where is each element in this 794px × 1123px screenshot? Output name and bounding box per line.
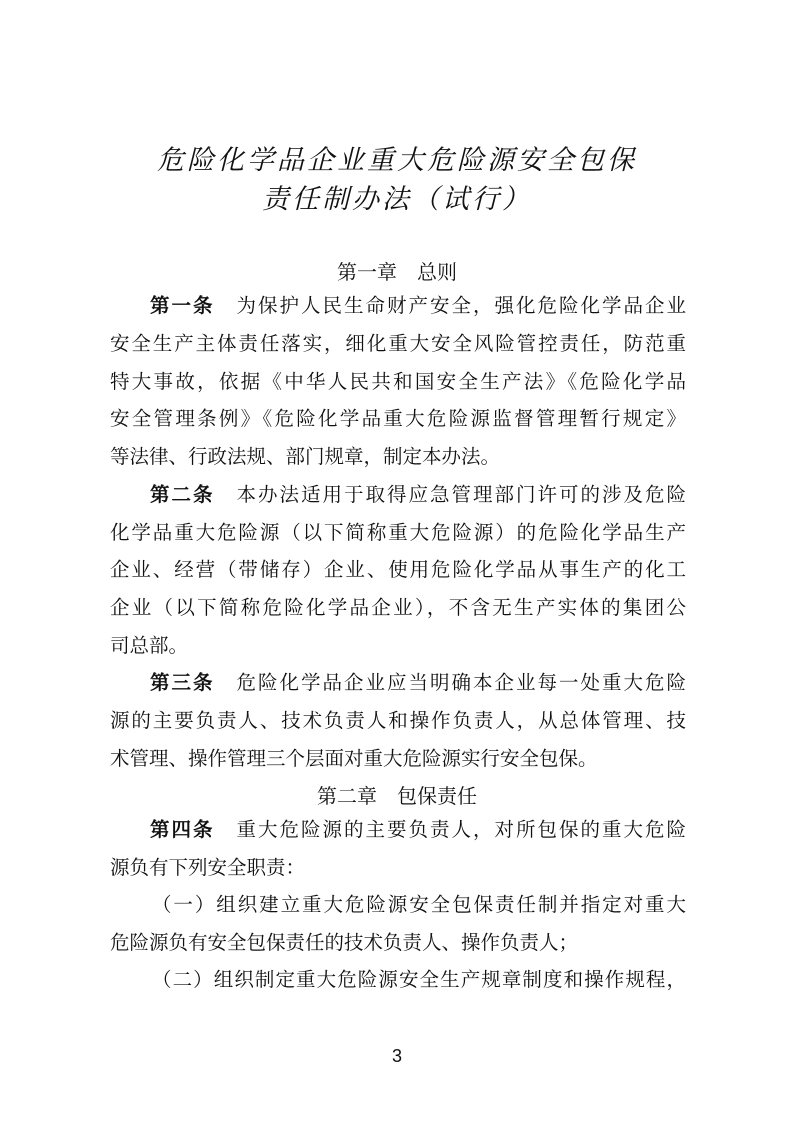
article-4-label: 第四条 bbox=[150, 818, 215, 841]
article-3-text: 危险化学品企业应当明确本企业每一处重大危险 bbox=[236, 671, 686, 694]
article-2-label: 第二条 bbox=[150, 483, 215, 506]
document-title-line-1: 危险化学品企业重大危险源安全包保 bbox=[157, 145, 637, 176]
article-1-line-2: 安全生产主体责任落实，细化重大安全风险管控责任，防范重 bbox=[110, 332, 686, 355]
article-1-line-1 bbox=[150, 293, 686, 319]
article-4-line-1 bbox=[150, 817, 686, 843]
article-2-line-5: 司总部。 bbox=[110, 634, 189, 657]
article-1-line-4: 安全管理条例》《危险化学品重大危险源监督管理暂行规定》 bbox=[110, 407, 686, 430]
chapter-2-number: 第二章 bbox=[317, 784, 377, 808]
article-4-item-1-line-1: （一）组织建立重大危险源安全包保责任制并指定对重大 bbox=[152, 893, 686, 916]
chapter-1-heading bbox=[0, 256, 794, 285]
article-1-label: 第一条 bbox=[150, 294, 215, 317]
article-4-item-2-line-1: （二）组织制定重大危险源安全生产规章制度和操作规程， bbox=[152, 968, 686, 991]
article-4-text: 重大危险源的主要负责人，对所包保的重大危险 bbox=[236, 818, 686, 841]
article-1-line-5: 等法律、行政法规、部门规章，制定本办法。 bbox=[110, 445, 501, 468]
chapter-1-name: 总则 bbox=[417, 260, 457, 284]
article-1-text: 为保护人民生命财产安全，强化危险化学品企业 bbox=[236, 294, 686, 317]
chapter-2-heading bbox=[0, 780, 794, 809]
article-4-line-2: 源负有下列安全职责： bbox=[110, 856, 306, 879]
chapter-2-name: 包保责任 bbox=[397, 784, 477, 808]
document-title-line-2: 责任制办法（试行） bbox=[262, 184, 532, 215]
article-2-line-4: 企业（以下简称危险化学品企业），不含无生产实体的集团公 bbox=[110, 596, 686, 619]
article-3-line-2: 源的主要负责人、技术负责人和操作负责人，从总体管理、技 bbox=[110, 709, 686, 732]
article-2-line-1 bbox=[150, 482, 686, 508]
article-3-line-1 bbox=[150, 670, 686, 696]
article-3-line-3: 术管理、操作管理三个层面对重大危险源实行安全包保。 bbox=[110, 747, 598, 770]
page-number: 3 bbox=[391, 1046, 402, 1066]
article-2-line-2: 化学品重大危险源（以下简称重大危险源）的危险化学品生产 bbox=[110, 521, 686, 544]
article-1-line-3: 特大事故，依据《中华人民共和国安全生产法》《危险化学品 bbox=[110, 370, 686, 393]
article-3-label: 第三条 bbox=[150, 671, 215, 694]
article-4-item-1-line-2: 危险源负有安全包保责任的技术负责人、操作负责人； bbox=[110, 931, 579, 954]
article-2-text: 本办法适用于取得应急管理部门许可的涉及危险 bbox=[236, 483, 686, 506]
article-2-line-3: 企业、经营（带储存）企业、使用危险化学品从事生产的化工 bbox=[110, 558, 686, 581]
chapter-1-number: 第一章 bbox=[337, 260, 397, 284]
